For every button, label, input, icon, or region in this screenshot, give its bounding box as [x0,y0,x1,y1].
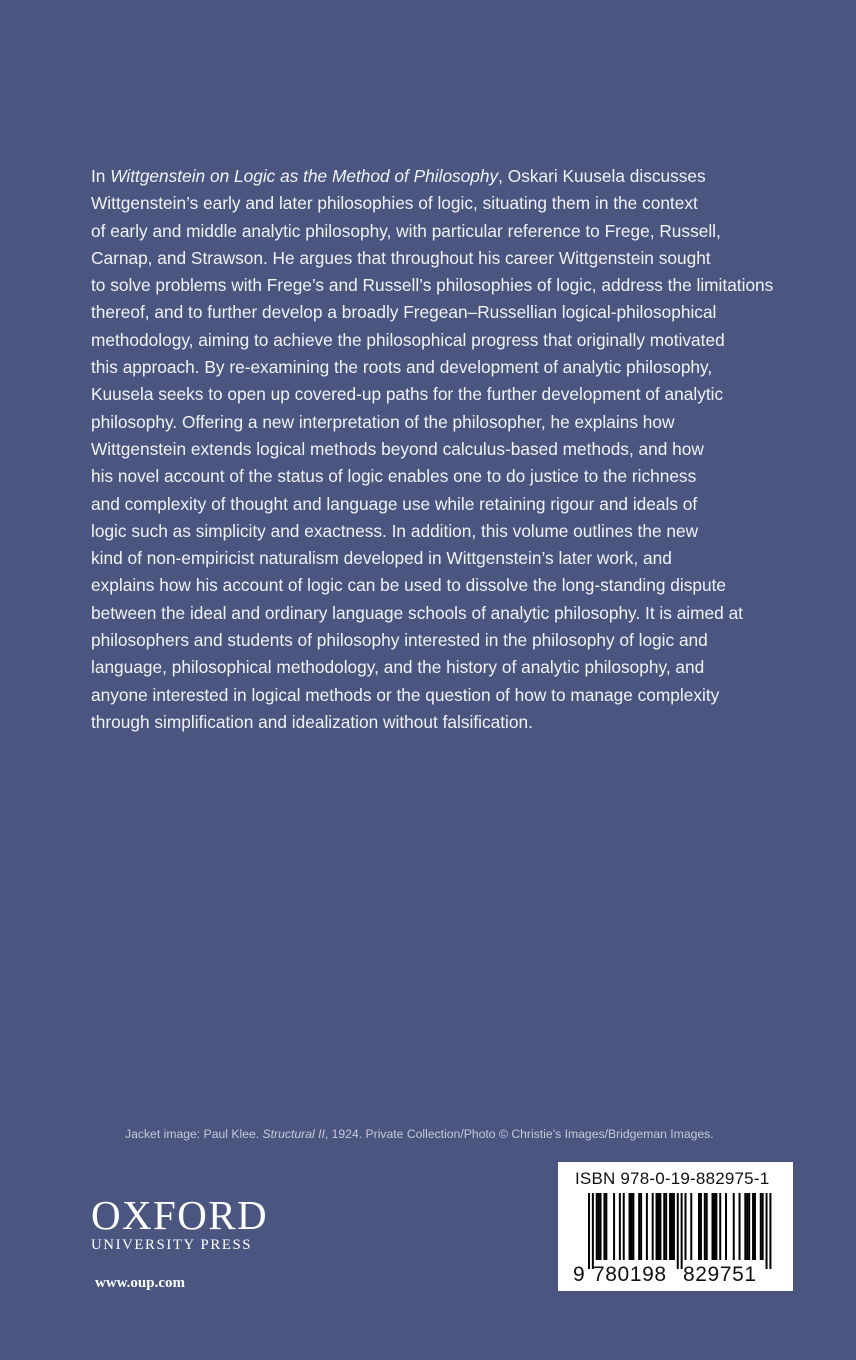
barcode-bar [690,1193,692,1260]
barcode-bar [733,1193,735,1260]
barcode-bar [762,1193,764,1260]
barcode-bar [748,1193,750,1260]
barcode-bar [769,1193,771,1269]
blurb-line: kind of non-empiricist naturalism developed in Wittgenstein’s later work, and [91,548,672,569]
blurb-line: Carnap, and Strawson. He argues that throughout his career Wittgenstein sought [91,247,711,268]
artwork-title: Structural II [262,1127,325,1141]
blurb-line: philosophers and students of philosophy interested in the philosophy of logic and [91,630,708,651]
barcode-bar [681,1193,683,1269]
barcode-bar [766,1193,768,1269]
barcode-bar [746,1193,748,1260]
blurb-line: Wittgenstein extends logical methods beyond calculus-based methods, and how [91,438,704,459]
barcode-bar [739,1193,741,1260]
blurb-line: and complexity of thought and language use while retaining rigour and ideals of [91,493,698,514]
barcode-bar [669,1193,671,1260]
ean-digit-group: 9 [573,1263,585,1286]
barcode-bar [657,1193,659,1260]
ean-digit-group: 780198 [593,1263,667,1286]
blurb-line: Wittgenstein’s early and later philosophies of logic, situating them in the context [91,193,698,214]
barcode-bar [603,1193,605,1260]
publisher-name: OXFORD [91,1192,268,1238]
publisher-logo [91,1192,268,1254]
publisher-subtitle: UNIVERSITY PRESS [91,1237,253,1253]
ean-digits [573,1263,757,1287]
isbn-label: ISBN 978-0-19-882975-1 [575,1169,770,1188]
barcode-bar [619,1193,621,1260]
barcode-bar [652,1193,654,1260]
blurb-line: between the ideal and ordinary language schools of analytic philosophy. It is aimed at [91,602,743,623]
barcode-bar [744,1193,746,1260]
blurb-line: logic such as simplicity and exactness. In addition, this volume outlines the new [91,520,699,541]
jacket-image-credit: Jacket image: Paul Klee. Structural II, 1924. Private Collection/Photo © Christie’s Images/Bridgeman Images. [125,1127,714,1141]
barcode-bar [706,1193,708,1260]
barcode-bar [760,1193,762,1260]
blurb-line: his novel account of the status of logic enables one to do justice to the richness [91,466,697,487]
blurb-line: language, philosophical methodology, and the history of analytic philosophy, and [91,657,705,678]
blurb-line: philosophy. Offering a new interpretation of the philosopher, he explains how [91,411,675,432]
barcode-bar [598,1193,600,1260]
book-title-italic: Wittgenstein on Logic as the Method of Philosophy [110,166,499,186]
barcode-bar [632,1193,634,1260]
barcode-bar [673,1193,675,1260]
barcode-bar [613,1193,615,1260]
barcode-bar [677,1193,679,1269]
barcode-bar [719,1193,721,1260]
barcode-bar [646,1193,648,1260]
barcode-bar [713,1193,715,1260]
ean-digit-group: 829751 [683,1263,757,1286]
barcode-bar [629,1193,631,1260]
blurb-line: explains how his account of logic can be used to dissolve the long-standing dispute [91,575,727,596]
barcode-bar [630,1193,632,1260]
barcode-bar [685,1193,687,1260]
barcode-bar [605,1193,607,1260]
barcode-bar [638,1193,640,1260]
publisher-url[interactable]: www.oup.com [95,1275,186,1291]
barcode-bar [600,1193,602,1260]
barcode-bar [752,1193,754,1260]
barcode-bar [640,1193,642,1260]
barcode-bar [588,1193,590,1269]
barcode-bar [700,1193,702,1260]
blurb-line: of early and middle analytic philosophy, with particular reference to Frege, Russell, [91,220,721,241]
blurb-line: Kuusela seeks to open up covered-up paths for the further development of analytic [91,384,724,405]
barcode-bar [715,1193,717,1260]
barcode-bar [712,1193,714,1260]
barcode-bar [596,1193,598,1260]
blurb-line: anyone interested in logical methods or the question of how to manage complexity [91,684,720,705]
barcode-bar [704,1193,706,1260]
barcode-bar [656,1193,658,1260]
barcode-bar [725,1193,727,1260]
barcode-bar [659,1193,661,1260]
blurb-line: methodology, aiming to achieve the philosophical progress that originally motivated [91,329,725,350]
blurb-line: through simplification and idealization without falsification. [91,711,533,732]
blurb-line: to solve problems with Frege’s and Russell’s philosophies of logic, address the limitations [91,275,774,296]
barcode-bar [663,1193,665,1260]
blurb-line: this approach. By re-examining the roots and development of analytic philosophy, [91,357,713,378]
barcode-bar [665,1193,667,1260]
barcode-bar [592,1193,594,1269]
blurb-text [91,163,791,736]
barcode-bar [698,1193,700,1260]
blurb-line: In Wittgenstein on Logic as the Method of Philosophy, Oskari Kuusela discusses [91,166,706,186]
blurb-line: thereof, and to further develop a broadly Fregean–Russellian logical-philosophical [91,302,717,323]
barcode-bar [623,1193,625,1260]
barcode-bar [671,1193,673,1260]
isbn-barcode-panel [558,1162,793,1291]
barcode-bar [754,1193,756,1260]
